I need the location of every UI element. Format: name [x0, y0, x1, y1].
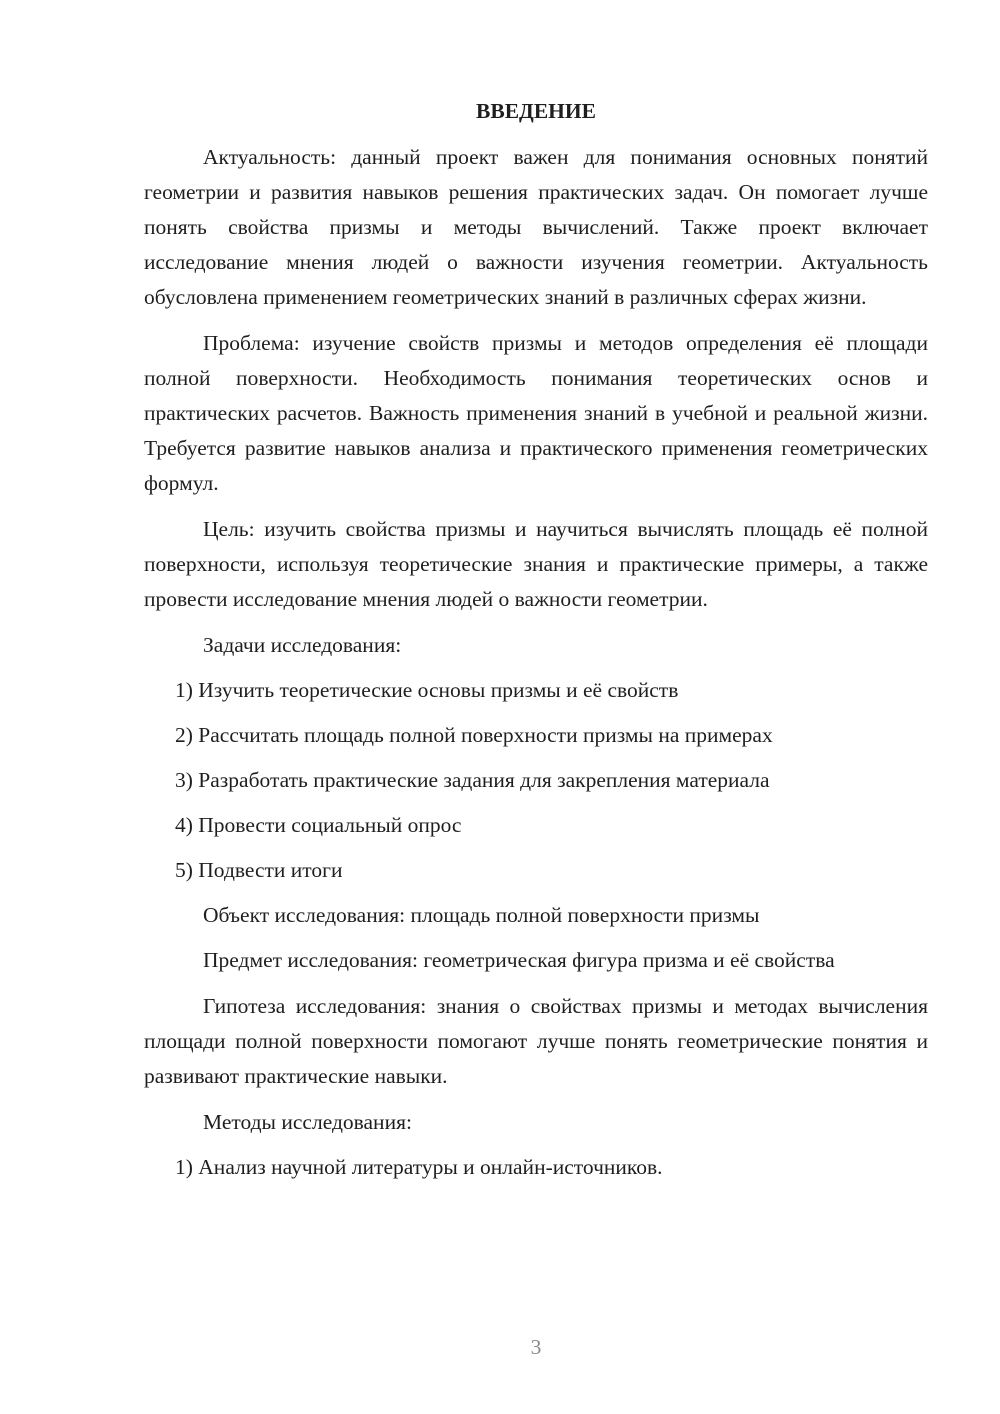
problem-paragraph: Проблема: изучение свойств призмы и методов определения её площади полной поверхности. Необходимость понимания теоретических основ и практических расчетов. Важность применения знаний в учебной и реальной жизни. Требуется развитие навыков анализа и практического применения геометрических формул.	[144, 331, 928, 495]
subject-paragraph: Предмет исследования: геометрическая фигура призма и её свойства	[203, 948, 835, 972]
hypothesis-paragraph: Гипотеза исследования: знания о свойствах призмы и методах вычисления площади полной поверхности помогают лучше понять геометрические понятия и развивают практические навыки.	[144, 994, 928, 1088]
task-item: 1) Изучить теоретические основы призмы и её свойств	[175, 678, 679, 702]
goal-paragraph: Цель: изучить свойства призмы и научиться вычислять площадь её полной поверхности, используя теоретические знания и практические примеры, а также провести исследование мнения людей о важности геометрии.	[144, 517, 928, 611]
page-number: 3	[530, 1335, 542, 1359]
method-item: 1) Анализ научной литературы и онлайн-источников.	[175, 1155, 663, 1179]
task-item: 5) Подвести итоги	[175, 858, 343, 882]
section-title: ВВЕДЕНИЕ	[476, 99, 596, 123]
object-line: Объект исследования: площадь полной поверхности призмы	[203, 903, 760, 927]
document-page	[144, 94, 928, 1195]
task-item: 4) Провести социальный опрос	[175, 813, 462, 837]
relevance-paragraph: Актуальность: данный проект важен для понимания основных понятий геометрии и развития навыков решения практических задач. Он помогает лучше понять свойства призмы и методы вычислений. Также проект включает исследование мнения людей о важности изучения геометрии. Актуальность обусловлена применением геометрических знаний в различных сферах жизни.	[144, 145, 928, 309]
methods-heading: Методы исследования:	[203, 1110, 412, 1134]
tasks-heading: Задачи исследования:	[203, 633, 402, 657]
task-item: 3) Разработать практические задания для закрепления материала	[175, 768, 770, 792]
task-item: 2) Рассчитать площадь полной поверхности призмы на примерах	[175, 723, 773, 747]
